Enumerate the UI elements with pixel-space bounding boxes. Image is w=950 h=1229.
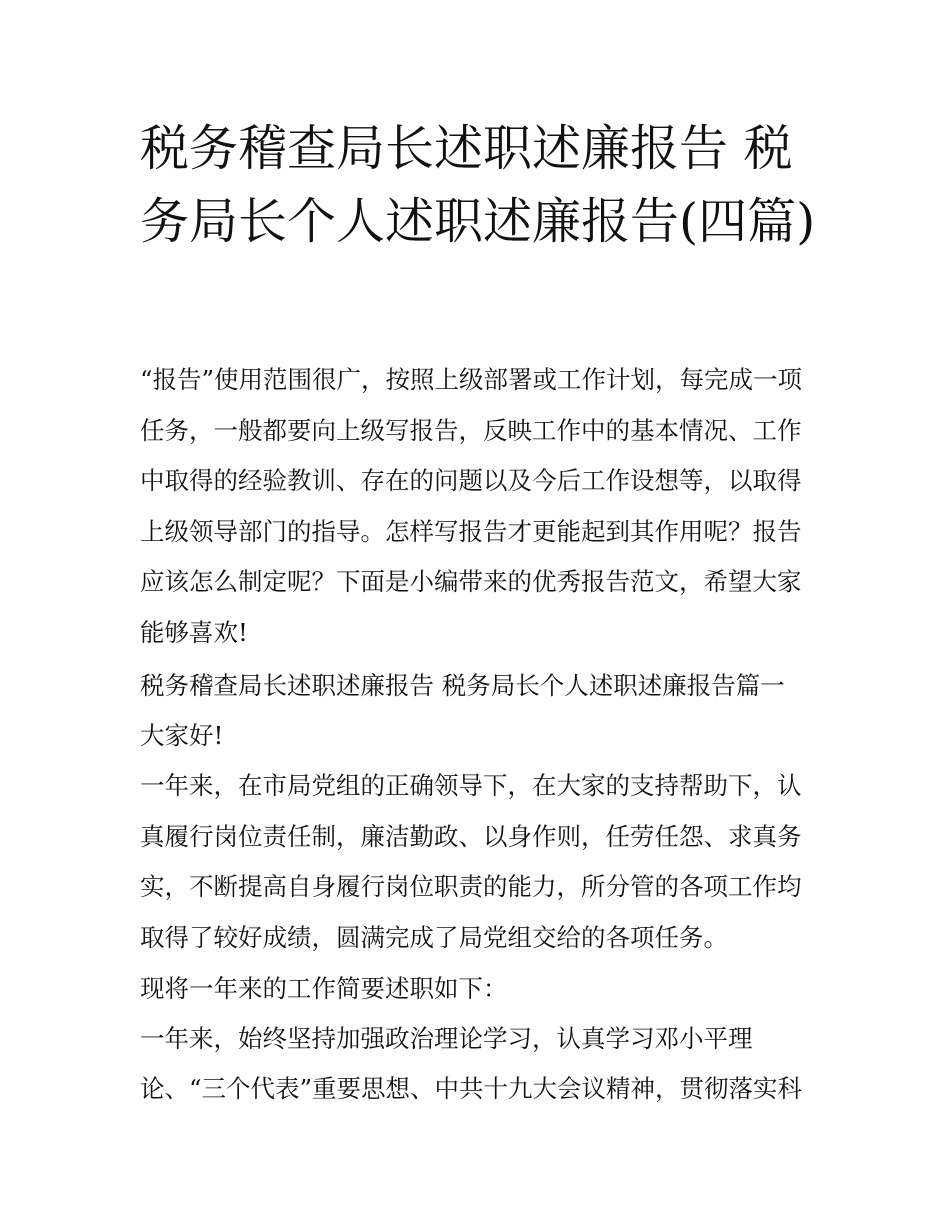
intro-paragraph: “报告”使用范围很广，按照上级部署或工作计划，每完成一项任务，一般都要向上级写报告，反映工作中的基本情况、工作中取得的经验教训、存在的问题以及今后工作设想等，以取得上级领导部门的指导。怎样写报告才更能起到其作用呢？报告应该怎么制定呢？下面是小编带来的优秀报告范文，希望大家能够喜欢! [140, 365, 803, 647]
body-paragraph-1: 一年来，在市局党组的正确领导下，在大家的支持帮助下，认真履行岗位责任制，廉洁勤政、以身作则，任劳任怨、求真务实，不断提高自身履行岗位职责的能力，所分管的各项工作均取得了较好成绩，圆满完成了局党组交给的各项任务。 [140, 771, 802, 952]
section-heading: 税务稽查局长述职述廉报告 税务局长个人述职述廉报告篇一 [140, 671, 785, 700]
body-paragraph-3-line-1: 一年来，始终坚持加强政治理论学习，认真学习邓小平理 [140, 1024, 753, 1053]
body-paragraph-2: 现将一年来的工作简要述职如下： [140, 974, 508, 1003]
document-title: 税务稽查局长述职述廉报告 税务局长个人述职述廉报告(四篇) [140, 120, 816, 250]
greeting: 大家好! [140, 721, 224, 750]
body-paragraph-3-line-2: 论、“三个代表”重要思想、中共十九大会议精神，贯彻落实科 [140, 1074, 803, 1103]
